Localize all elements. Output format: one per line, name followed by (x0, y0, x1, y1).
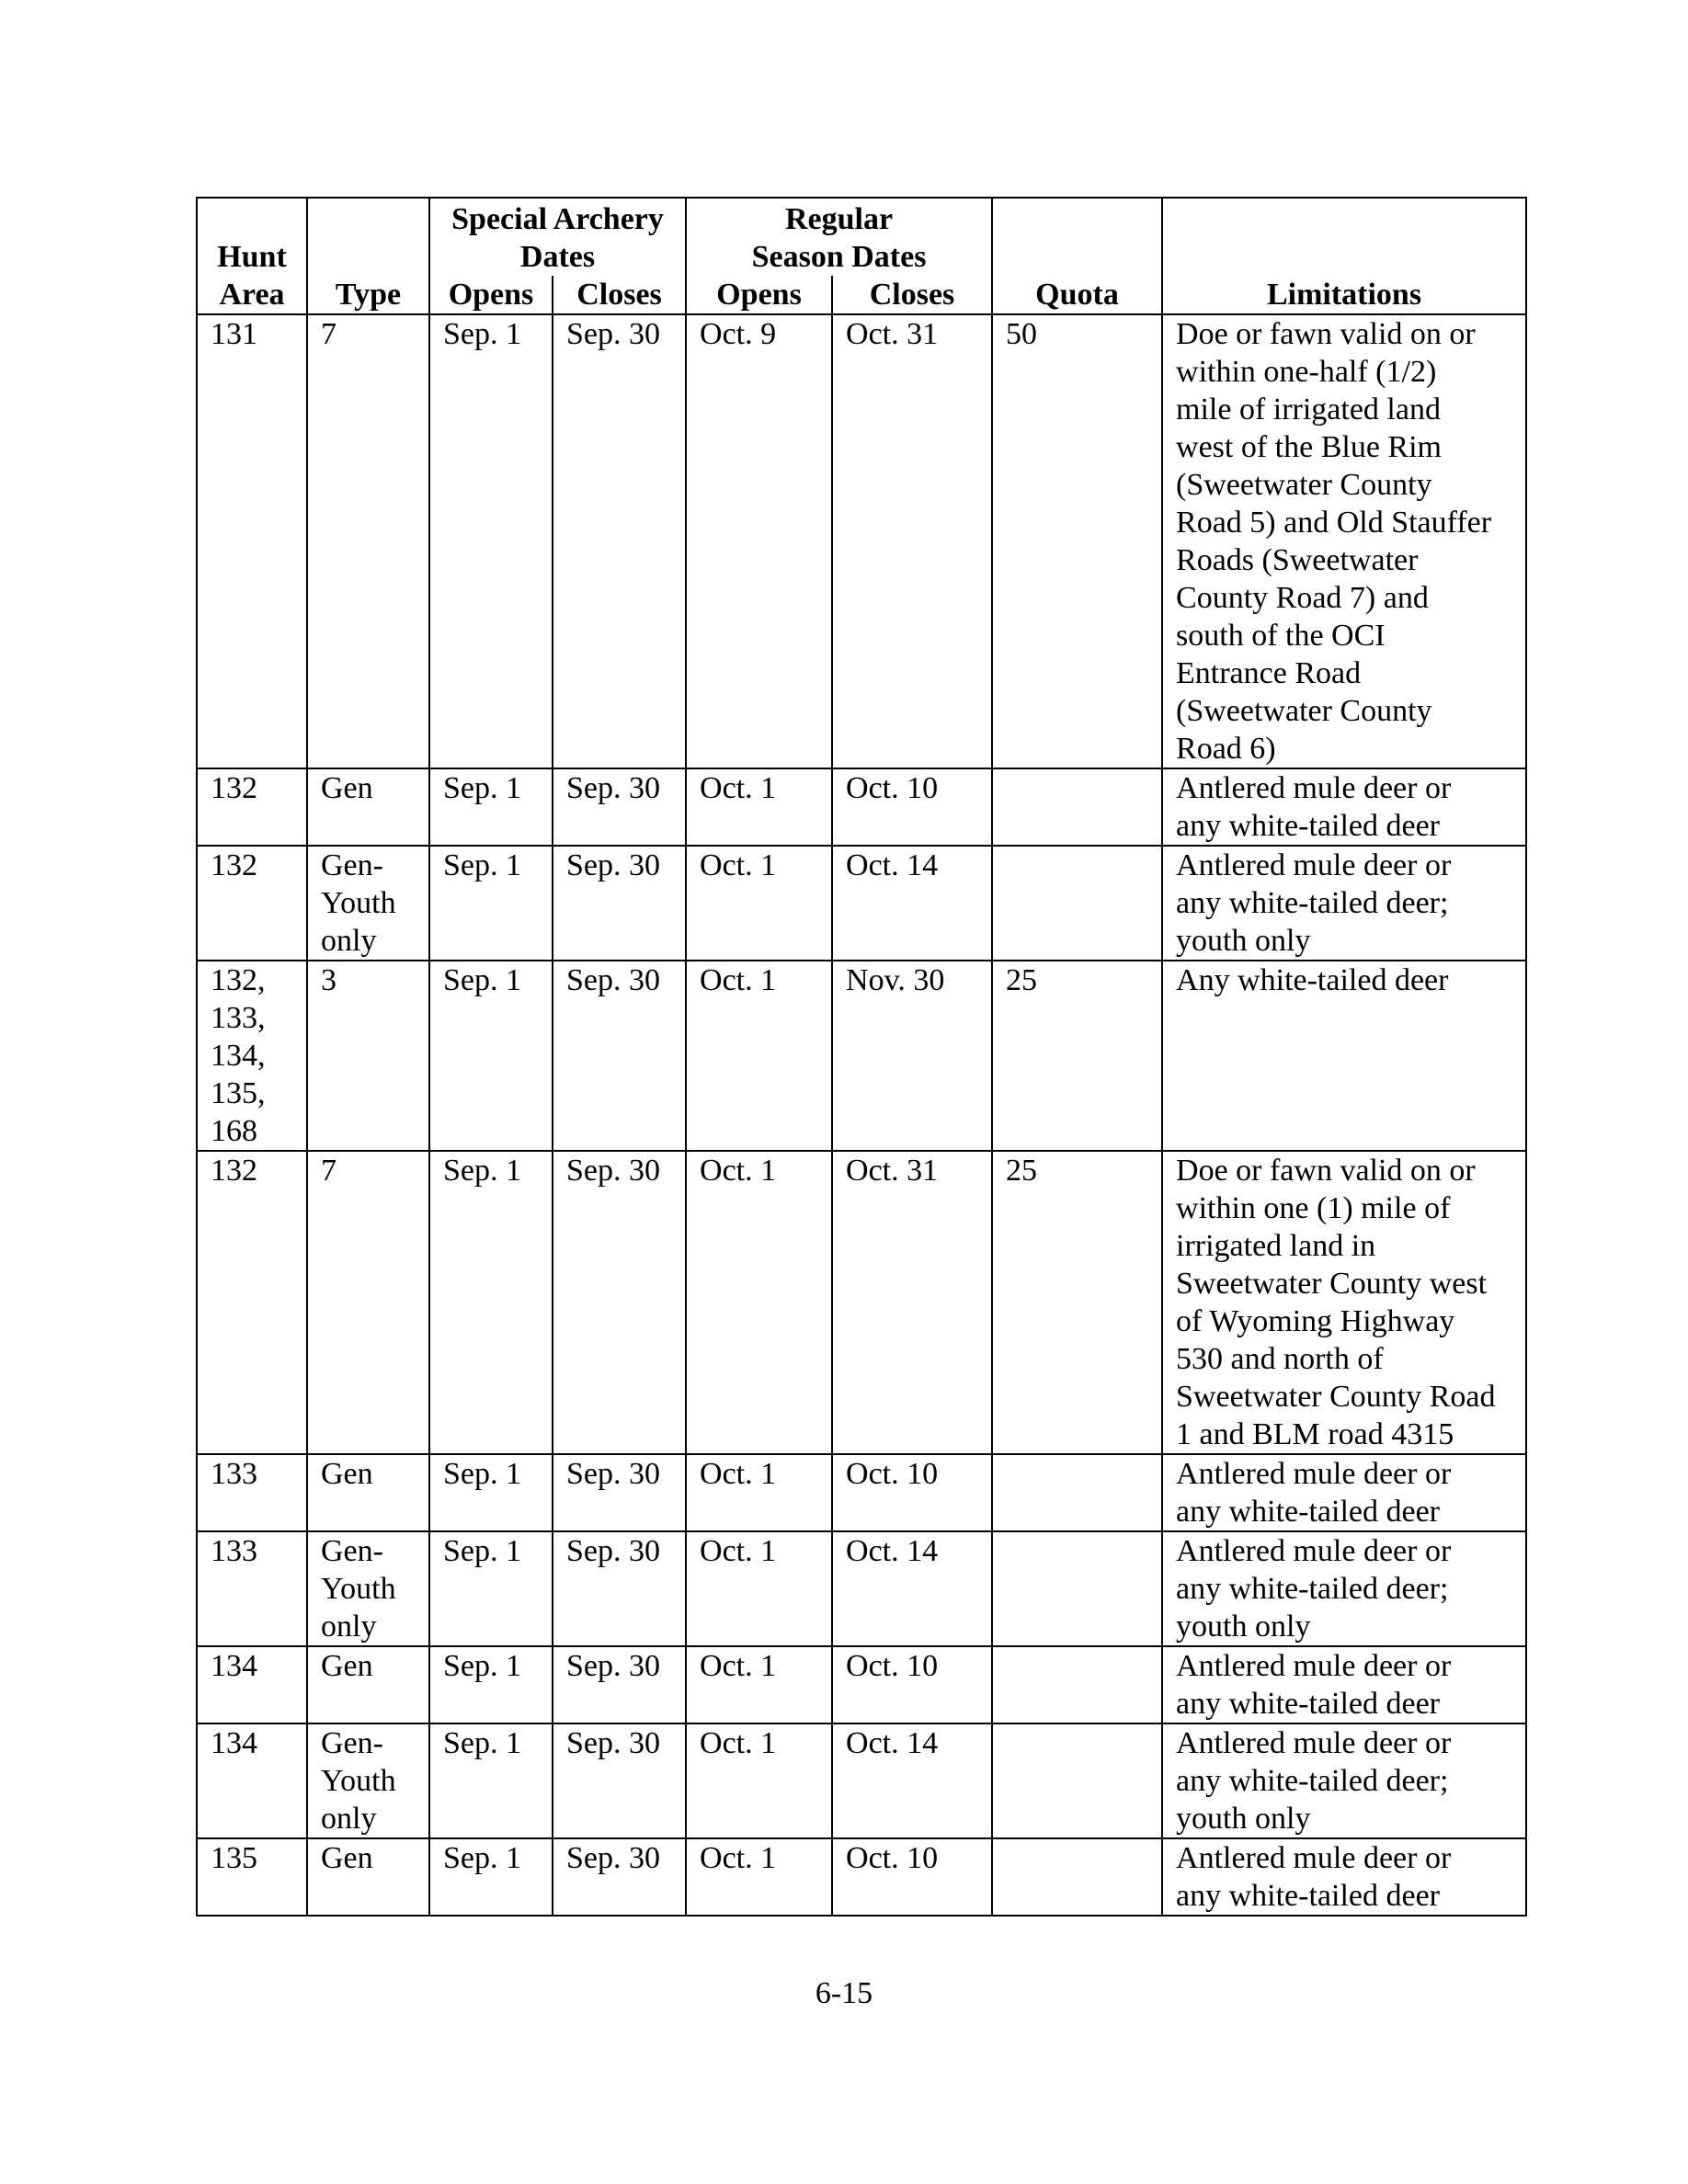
header-limitations-top (1162, 198, 1526, 276)
cell-hunt-area: 132 (197, 846, 307, 961)
cell-archery-opens: Sep. 1 (429, 846, 553, 961)
cell-quota (992, 1531, 1162, 1646)
cell-limitations: Antlered mule deer or any white-tailed deer; youth only (1162, 1723, 1526, 1838)
cell-regular-closes: Oct. 10 (832, 1646, 992, 1723)
header-area-label: Area (197, 276, 307, 314)
header-special-archery: Special Archery Dates (429, 198, 686, 276)
header-regular-closes: Closes (832, 276, 992, 314)
cell-quota (992, 1723, 1162, 1838)
header-archery-closes: Closes (553, 276, 686, 314)
cell-hunt-area: 134 (197, 1646, 307, 1723)
cell-type: Gen (307, 1838, 429, 1916)
cell-limitations: Any white-tailed deer (1162, 961, 1526, 1151)
header-hunt-area-top (197, 198, 307, 276)
cell-type: Gen (307, 1646, 429, 1723)
cell-archery-closes: Sep. 30 (553, 1151, 686, 1454)
cell-regular-closes: Nov. 30 (832, 961, 992, 1151)
header-archery-opens: Opens (429, 276, 553, 314)
cell-type: Gen- Youth only (307, 1531, 429, 1646)
cell-regular-opens: Oct. 1 (686, 961, 832, 1151)
cell-limitations: Antlered mule deer or any white-tailed deer (1162, 1838, 1526, 1916)
cell-hunt-area: 132, 133, 134, 135, 168 (197, 961, 307, 1151)
cell-quota (992, 1838, 1162, 1916)
cell-quota (992, 1454, 1162, 1531)
cell-type: Gen- Youth only (307, 846, 429, 961)
cell-hunt-area: 132 (197, 1151, 307, 1454)
cell-limitations: Antlered mule deer or any white-tailed deer; youth only (1162, 1531, 1526, 1646)
cell-regular-opens: Oct. 1 (686, 1646, 832, 1723)
table-row (197, 1646, 1526, 1723)
cell-type: Gen- Youth only (307, 1723, 429, 1838)
cell-regular-opens: Oct. 1 (686, 1723, 832, 1838)
cell-archery-closes: Sep. 30 (553, 768, 686, 846)
cell-limitations: Antlered mule deer or any white-tailed deer (1162, 1454, 1526, 1531)
cell-quota: 50 (992, 314, 1162, 768)
cell-quota: 25 (992, 961, 1162, 1151)
header-hunt-label: Hunt (217, 240, 287, 274)
cell-regular-opens: Oct. 1 (686, 846, 832, 961)
cell-regular-closes: Oct. 10 (832, 1838, 992, 1916)
cell-archery-opens: Sep. 1 (429, 1531, 553, 1646)
cell-quota: 25 (992, 1151, 1162, 1454)
cell-archery-closes: Sep. 30 (553, 1646, 686, 1723)
cell-limitations: Antlered mule deer or any white-tailed deer; youth only (1162, 846, 1526, 961)
cell-limitations: Antlered mule deer or any white-tailed deer (1162, 768, 1526, 846)
cell-regular-closes: Oct. 10 (832, 768, 992, 846)
cell-hunt-area: 134 (197, 1723, 307, 1838)
cell-archery-opens: Sep. 1 (429, 768, 553, 846)
cell-type: 7 (307, 1151, 429, 1454)
cell-archery-opens: Sep. 1 (429, 1454, 553, 1531)
page-number: 6-15 (815, 1976, 873, 2010)
table-row (197, 961, 1526, 1151)
cell-regular-opens: Oct. 1 (686, 1454, 832, 1531)
cell-archery-closes: Sep. 30 (553, 846, 686, 961)
cell-regular-closes: Oct. 14 (832, 846, 992, 961)
cell-hunt-area: 133 (197, 1454, 307, 1531)
cell-quota (992, 1646, 1162, 1723)
cell-quota (992, 768, 1162, 846)
table-header (197, 198, 1526, 314)
cell-regular-opens: Oct. 9 (686, 314, 832, 768)
cell-limitations: Doe or fawn valid on or within one (1) mile of irrigated land in Sweetwater County west of Wyoming Highway 530 and north of Sweetwater County Road 1 and BLM road 4315 (1162, 1151, 1526, 1454)
table-row (197, 1454, 1526, 1531)
table-row (197, 314, 1526, 768)
header-regular-opens: Opens (686, 276, 832, 314)
cell-type: 3 (307, 961, 429, 1151)
hunting-season-table (196, 197, 1527, 1917)
cell-hunt-area: 135 (197, 1838, 307, 1916)
header-quota: Quota (992, 276, 1162, 314)
table-row (197, 1531, 1526, 1646)
cell-limitations: Antlered mule deer or any white-tailed deer (1162, 1646, 1526, 1723)
cell-regular-opens: Oct. 1 (686, 1531, 832, 1646)
cell-regular-opens: Oct. 1 (686, 1838, 832, 1916)
table-row (197, 1151, 1526, 1454)
cell-archery-opens: Sep. 1 (429, 1151, 553, 1454)
table-row (197, 768, 1526, 846)
cell-regular-opens: Oct. 1 (686, 1151, 832, 1454)
table-row (197, 1838, 1526, 1916)
cell-archery-closes: Sep. 30 (553, 1838, 686, 1916)
cell-regular-closes: Oct. 10 (832, 1454, 992, 1531)
cell-limitations: Doe or fawn valid on or within one-half (1/2) mile of irrigated land west of the Blue Rim (Sweetwater County Road 5) and Old Stauffer Roads (Sweetwater County Road 7) and south of the OCI Entrance Road (Sweetwater County Road 6) (1162, 314, 1526, 768)
cell-type: Gen (307, 768, 429, 846)
header-quota-top (992, 198, 1162, 276)
cell-regular-closes: Oct. 31 (832, 1151, 992, 1454)
cell-archery-closes: Sep. 30 (553, 1723, 686, 1838)
cell-type: Gen (307, 1454, 429, 1531)
cell-hunt-area: 133 (197, 1531, 307, 1646)
cell-archery-closes: Sep. 30 (553, 314, 686, 768)
cell-regular-opens: Oct. 1 (686, 768, 832, 846)
header-type: Type (307, 276, 429, 314)
cell-archery-opens: Sep. 1 (429, 1646, 553, 1723)
cell-hunt-area: 132 (197, 768, 307, 846)
cell-archery-closes: Sep. 30 (553, 1531, 686, 1646)
table-row (197, 846, 1526, 961)
cell-quota (992, 846, 1162, 961)
cell-regular-closes: Oct. 31 (832, 314, 992, 768)
header-regular-season: Regular Season Dates (686, 198, 992, 276)
cell-regular-closes: Oct. 14 (832, 1723, 992, 1838)
header-limitations: Limitations (1162, 276, 1526, 314)
cell-archery-closes: Sep. 30 (553, 1454, 686, 1531)
header-type-top (307, 198, 429, 276)
cell-hunt-area: 131 (197, 314, 307, 768)
table-body (197, 314, 1526, 1916)
cell-archery-opens: Sep. 1 (429, 1723, 553, 1838)
cell-archery-opens: Sep. 1 (429, 961, 553, 1151)
table-row (197, 1723, 1526, 1838)
cell-archery-closes: Sep. 30 (553, 961, 686, 1151)
cell-regular-closes: Oct. 14 (832, 1531, 992, 1646)
cell-archery-opens: Sep. 1 (429, 314, 553, 768)
cell-type: 7 (307, 314, 429, 768)
cell-archery-opens: Sep. 1 (429, 1838, 553, 1916)
